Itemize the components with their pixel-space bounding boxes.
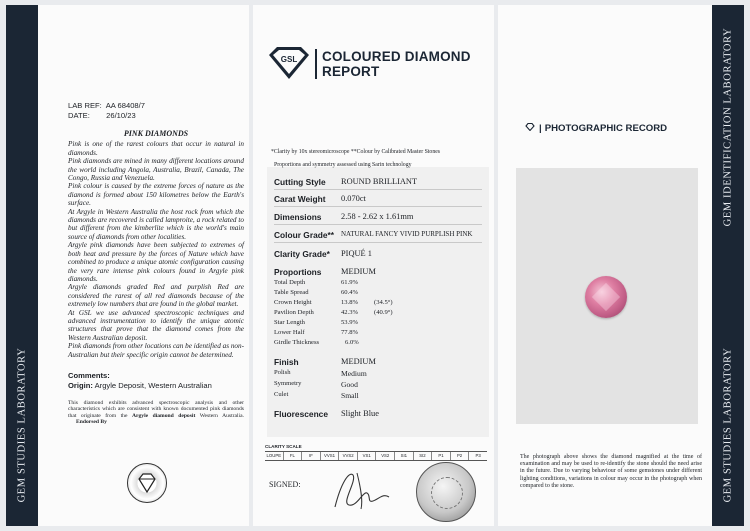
report-title: COLOURED DIAMOND REPORT <box>322 49 471 79</box>
gsl-logo-icon <box>265 45 313 81</box>
paragraph: Argyle pink diamonds have been subjected to extremes of both heat and pressure by the forces of Nature which have combined to produce a unique atomic configuration causing the very rare intense pink colours found in Argyle pink diamonds. <box>68 241 244 283</box>
clarity-scale-label: CLARITY SCALE <box>265 444 302 449</box>
hologram-seal-icon <box>416 462 476 522</box>
left-content <box>68 101 244 426</box>
diamond-icon <box>525 123 535 134</box>
right-side-band <box>712 5 744 526</box>
date-row: DATE: 26/10/23 <box>68 111 136 120</box>
identification-lab-vertical-text: GEM IDENTIFICATION LABORATORY <box>722 27 734 227</box>
signature-icon <box>327 463 407 513</box>
svg-text:GSL: GSL <box>280 55 298 64</box>
left-side-band <box>6 5 38 526</box>
date-value: 26/10/23 <box>106 111 136 120</box>
lab-ref-row: LAB REF: AA 68408/7 <box>68 101 145 110</box>
endorsement-seal-icon <box>127 463 167 503</box>
paragraph: Pink is one of the rarest colours that occur in natural in diamonds. <box>68 140 244 157</box>
paragraph: Pink diamonds from other locations can be identified as non-Australian but their specific origin cannot be determined. <box>68 342 245 359</box>
endorsed-by: Endorsed By <box>76 419 107 426</box>
diamond-photo <box>516 168 698 424</box>
studies-lab-vertical-text-right: GEM STUDIES LABORATORY <box>722 347 734 503</box>
endorsement-notice: This diamond exhibits advanced spectroscopic analysis and other characteristics which are consistent with known documented pink diamonds that originate from the Argyle diamond deposit Western Australia. Endorsed By <box>68 399 244 426</box>
origin-label: Origin: <box>68 380 93 390</box>
paragraph: At Argyle in Western Australia the host rock from which the diamonds are recovered is called lamproite, a rock related to but different from the kimberlite which is the world's main source of diamonds from other localities. <box>68 207 244 241</box>
paragraph: At GSL we use advanced spectroscopic techniques and advanced instrumentation to identify the unique atomic structures that prove that the diamond comes from the Western Australian deposit. <box>68 308 244 342</box>
panel-middle <box>253 5 494 526</box>
origin-value: Argyle Deposit, Western Australian <box>94 380 212 390</box>
studies-lab-vertical-text: GEM STUDIES LABORATORY <box>16 347 28 503</box>
paragraph: Pink diamonds are mined in many different locations around the world including Angola, Australia, Brazil, Canada, The Congo, Russia and Venezuela. <box>68 157 244 183</box>
photographic-record-title: | PHOTOGRAPHIC RECORD <box>525 123 667 134</box>
comments-block <box>68 371 244 391</box>
lab-ref-value: AA 68408/7 <box>105 101 145 110</box>
comments-label: Comments: <box>68 370 110 380</box>
logo-divider <box>315 49 317 79</box>
panel-right <box>498 5 744 526</box>
clarity-scale: LOUPE FL IF VVS1 VVS2 VS1 VS2 SI1 SI2 P1 P2 P3 <box>265 451 487 461</box>
panel-left <box>6 5 249 526</box>
methodology-notes: *Clarity by 10x stereomicroscope **Colour by Calibrated Master Stones <box>271 149 441 155</box>
spec-table: Proportions and symmetry assessed using Sarin technology Cutting Style ROUND BRILLIANT Carat Weight 0.070ct Dimensions 2.58 - 2.62 x 1.61mm Colour Grade** NATURAL FANCY VIVID PURPLISH PINK Clarity Grade* PIQUÉ 1 Proportions MEDIUM Total Depth 61.9% Table Spread 60.4% Crown Height 13.8% (34.5°) Pavilion Depth 42.3% (40.9°) Star Length 53.9% Lower Half 77.8% Girdle Thickness 6.0% Finish MEDIUM Polish Medium Symmetry Good Culet Small Fluorescence Slight Blue <box>267 167 489 437</box>
signed-label: SIGNED: <box>269 480 301 489</box>
pink-diamond-image <box>585 276 627 318</box>
paragraph: Pink colour is caused by the extreme forces of nature as the diamond is formed about 150 kilometres below the Earth's surface. <box>68 182 244 208</box>
pink-diamonds-title: PINK DIAMONDS <box>123 129 189 138</box>
paragraph: Argyle diamonds graded Red and purplish Red are considered the rarest of all red diamonds because of the extremely low numbers that are found in the global market. <box>68 283 244 309</box>
photo-description: The photograph above shows the diamond magnified at the time of examination and may be used to re-identify the stone should the need arise in the future. Due to varying behaviour of some gemstones under different lighting conditions, variations in colour may occur in the photograph when compared to the stone. <box>520 454 702 489</box>
